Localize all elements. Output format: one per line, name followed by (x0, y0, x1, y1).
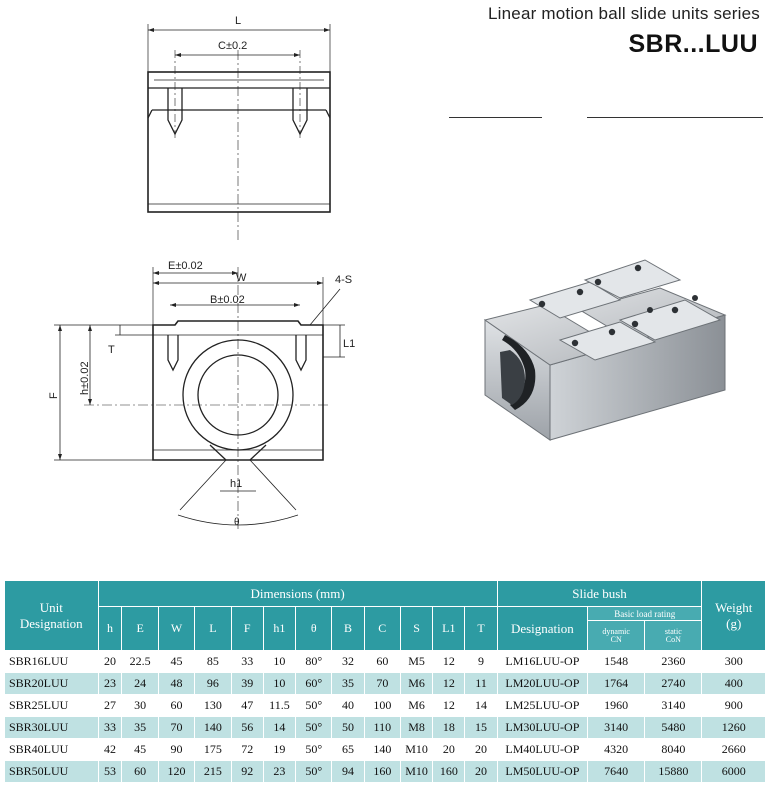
dimension-cell: 175 (195, 739, 231, 761)
dim-B-label: B±0.02 (210, 294, 245, 306)
designation-cell: LM25LUU-OP (497, 695, 587, 717)
dynamic-rating-cell: 1960 (588, 695, 645, 717)
dimension-cell: M8 (401, 717, 433, 739)
unit-designation-cell: SBR40LUU (5, 739, 99, 761)
dynamic-rating-cell: 7640 (588, 761, 645, 783)
dimension-cell: 20 (465, 761, 497, 783)
dimension-cell: 70 (364, 673, 400, 695)
unit-designation-cell: SBR25LUU (5, 695, 99, 717)
dimension-cell: 9 (465, 651, 497, 673)
static-rating-cell: 2740 (645, 673, 702, 695)
dim-col-C: C (364, 607, 400, 651)
dim-h1-label: h1 (230, 478, 243, 490)
dim-col-h: h (98, 607, 122, 651)
dimension-cell: 94 (332, 761, 364, 783)
side-view-drawing (130, 10, 350, 245)
dynamic-rating-cell: 1548 (588, 651, 645, 673)
dimension-cell: 50 (332, 717, 364, 739)
dim-L1-label: L1 (343, 338, 356, 350)
dimension-cell: 14 (263, 717, 295, 739)
table-row (5, 761, 766, 783)
unit-designation-cell: SBR20LUU (5, 673, 99, 695)
slide-bush-header: Slide bush (497, 581, 702, 607)
dim-col-S: S (401, 607, 433, 651)
dim-F-label: F (48, 392, 60, 399)
dimension-cell: 53 (98, 761, 122, 783)
dimension-cell: M6 (401, 673, 433, 695)
dimension-cell: 50° (296, 695, 332, 717)
dimension-cell: 45 (122, 739, 158, 761)
dim-col-F: F (231, 607, 263, 651)
dynamic-rating-cell: 1764 (588, 673, 645, 695)
model-title: SBR...LUU (628, 30, 758, 58)
dimension-cell: 33 (98, 717, 122, 739)
static-rating-cell: 5480 (645, 717, 702, 739)
dimension-cell: 22.5 (122, 651, 158, 673)
dimension-cell: 60 (364, 651, 400, 673)
dynamic-label: dynamic (602, 626, 630, 636)
dimension-cell: 23 (98, 673, 122, 695)
dimension-cell: 11 (465, 673, 497, 695)
dim-col-B: B (332, 607, 364, 651)
dynamic-rating-cell: 4320 (588, 739, 645, 761)
dim-S-label: 4-S (335, 274, 353, 286)
dim-h-label: h±0.02 (79, 361, 91, 395)
static-symbol: CoN (665, 634, 681, 644)
unit-designation-cell: SBR50LUU (5, 761, 99, 783)
dynamic-rating-header (588, 621, 645, 651)
dimension-cell: 92 (231, 761, 263, 783)
weight-cell: 1260 (702, 717, 766, 739)
dimension-cell: 30 (122, 695, 158, 717)
dim-col-h1: h1 (263, 607, 295, 651)
dimension-cell: 12 (433, 651, 465, 673)
dimension-cell: 42 (98, 739, 122, 761)
dimension-cell: M5 (401, 651, 433, 673)
divider-line-left (449, 117, 542, 118)
dim-W-label: W (236, 272, 247, 284)
dimension-cell: 35 (332, 673, 364, 695)
weight-cell: 900 (702, 695, 766, 717)
dimension-cell: M6 (401, 695, 433, 717)
designation-cell: LM40LUU-OP (497, 739, 587, 761)
dimension-cell: 90 (158, 739, 194, 761)
dimension-cell: 60 (158, 695, 194, 717)
dim-E-label: E±0.02 (168, 260, 203, 272)
weight-cell: 400 (702, 673, 766, 695)
weight-cell: 6000 (702, 761, 766, 783)
dimension-cell: 48 (158, 673, 194, 695)
dimension-cell: 50° (296, 717, 332, 739)
front-view-drawing (40, 255, 370, 540)
unit-designation-header: Unit Designation (5, 581, 99, 651)
dim-C-label: C±0.2 (218, 40, 248, 52)
dimension-cell: M10 (401, 739, 433, 761)
dimension-cell: 20 (465, 739, 497, 761)
dimension-cell: 39 (231, 673, 263, 695)
weight-header: Weight (g) (702, 581, 766, 651)
dimension-cell: 85 (195, 651, 231, 673)
dimension-cell: 24 (122, 673, 158, 695)
dimension-cell: 130 (195, 695, 231, 717)
static-rating-cell: 15880 (645, 761, 702, 783)
dim-col-L: L (195, 607, 231, 651)
dimension-cell: 72 (231, 739, 263, 761)
dimension-cell: 60 (122, 761, 158, 783)
dimension-cell: 140 (195, 717, 231, 739)
dynamic-rating-cell: 3140 (588, 717, 645, 739)
designation-cell: LM20LUU-OP (497, 673, 587, 695)
dimension-cell: 45 (158, 651, 194, 673)
unit-designation-cell: SBR16LUU (5, 651, 99, 673)
dimension-cell: 50° (296, 739, 332, 761)
dimension-cell: M10 (401, 761, 433, 783)
dimension-cell: 11.5 (263, 695, 295, 717)
dim-L-label: L (235, 15, 242, 27)
dimension-cell: 12 (433, 695, 465, 717)
dimension-cell: 140 (364, 739, 400, 761)
dynamic-symbol: CN (610, 634, 622, 644)
table-row (5, 717, 766, 739)
dimension-cell: 215 (195, 761, 231, 783)
table-row (5, 651, 766, 673)
dim-col-L1: L1 (433, 607, 465, 651)
static-rating-cell: 3140 (645, 695, 702, 717)
dim-theta-label: θ (234, 517, 240, 528)
dim-col-T: T (465, 607, 497, 651)
dimension-cell: 80° (296, 651, 332, 673)
designation-cell: LM30LUU-OP (497, 717, 587, 739)
product-illustration (470, 240, 760, 460)
dimension-cell: 56 (231, 717, 263, 739)
dim-col-W: W (158, 607, 194, 651)
dimension-cell: 96 (195, 673, 231, 695)
dim-col-E: E (122, 607, 158, 651)
table-row (5, 695, 766, 717)
spec-table-body (5, 651, 766, 783)
dimension-cell: 65 (332, 739, 364, 761)
dimension-cell: 10 (263, 673, 295, 695)
dimension-cell: 35 (122, 717, 158, 739)
spec-table (4, 580, 766, 783)
dim-col-theta: θ (296, 607, 332, 651)
dimension-cell: 12 (433, 673, 465, 695)
dimension-cell: 14 (465, 695, 497, 717)
static-rating-cell: 8040 (645, 739, 702, 761)
dimension-cell: 27 (98, 695, 122, 717)
dimension-cell: 47 (231, 695, 263, 717)
dim-T-label: T (108, 344, 115, 356)
dimension-cell: 23 (263, 761, 295, 783)
dimension-cell: 18 (433, 717, 465, 739)
dimension-cell: 33 (231, 651, 263, 673)
static-rating-cell: 2360 (645, 651, 702, 673)
dimension-cell: 70 (158, 717, 194, 739)
basic-load-rating-header: Basic load rating (588, 607, 702, 621)
table-row (5, 739, 766, 761)
dimension-cell: 160 (364, 761, 400, 783)
dimension-cell: 40 (332, 695, 364, 717)
weight-cell: 2660 (702, 739, 766, 761)
static-label: static (664, 626, 682, 636)
weight-cell: 300 (702, 651, 766, 673)
dimension-cell: 120 (158, 761, 194, 783)
divider-line-right (587, 117, 763, 118)
dimension-cell: 100 (364, 695, 400, 717)
dimension-cell: 32 (332, 651, 364, 673)
designation-cell: LM50LUU-OP (497, 761, 587, 783)
dimension-cell: 60° (296, 673, 332, 695)
designation-header: Designation (497, 607, 587, 651)
unit-designation-cell: SBR30LUU (5, 717, 99, 739)
table-row (5, 673, 766, 695)
dimension-cell: 110 (364, 717, 400, 739)
dimension-cell: 20 (433, 739, 465, 761)
series-title: Linear motion ball slide units series (488, 4, 760, 23)
designation-cell: LM16LUU-OP (497, 651, 587, 673)
dimension-cell: 20 (98, 651, 122, 673)
static-rating-header (645, 621, 702, 651)
dimension-cell: 50° (296, 761, 332, 783)
dimension-cell: 19 (263, 739, 295, 761)
dimension-cell: 160 (433, 761, 465, 783)
dimension-cell: 15 (465, 717, 497, 739)
dimension-cell: 10 (263, 651, 295, 673)
dimensions-header: Dimensions (mm) (98, 581, 497, 607)
